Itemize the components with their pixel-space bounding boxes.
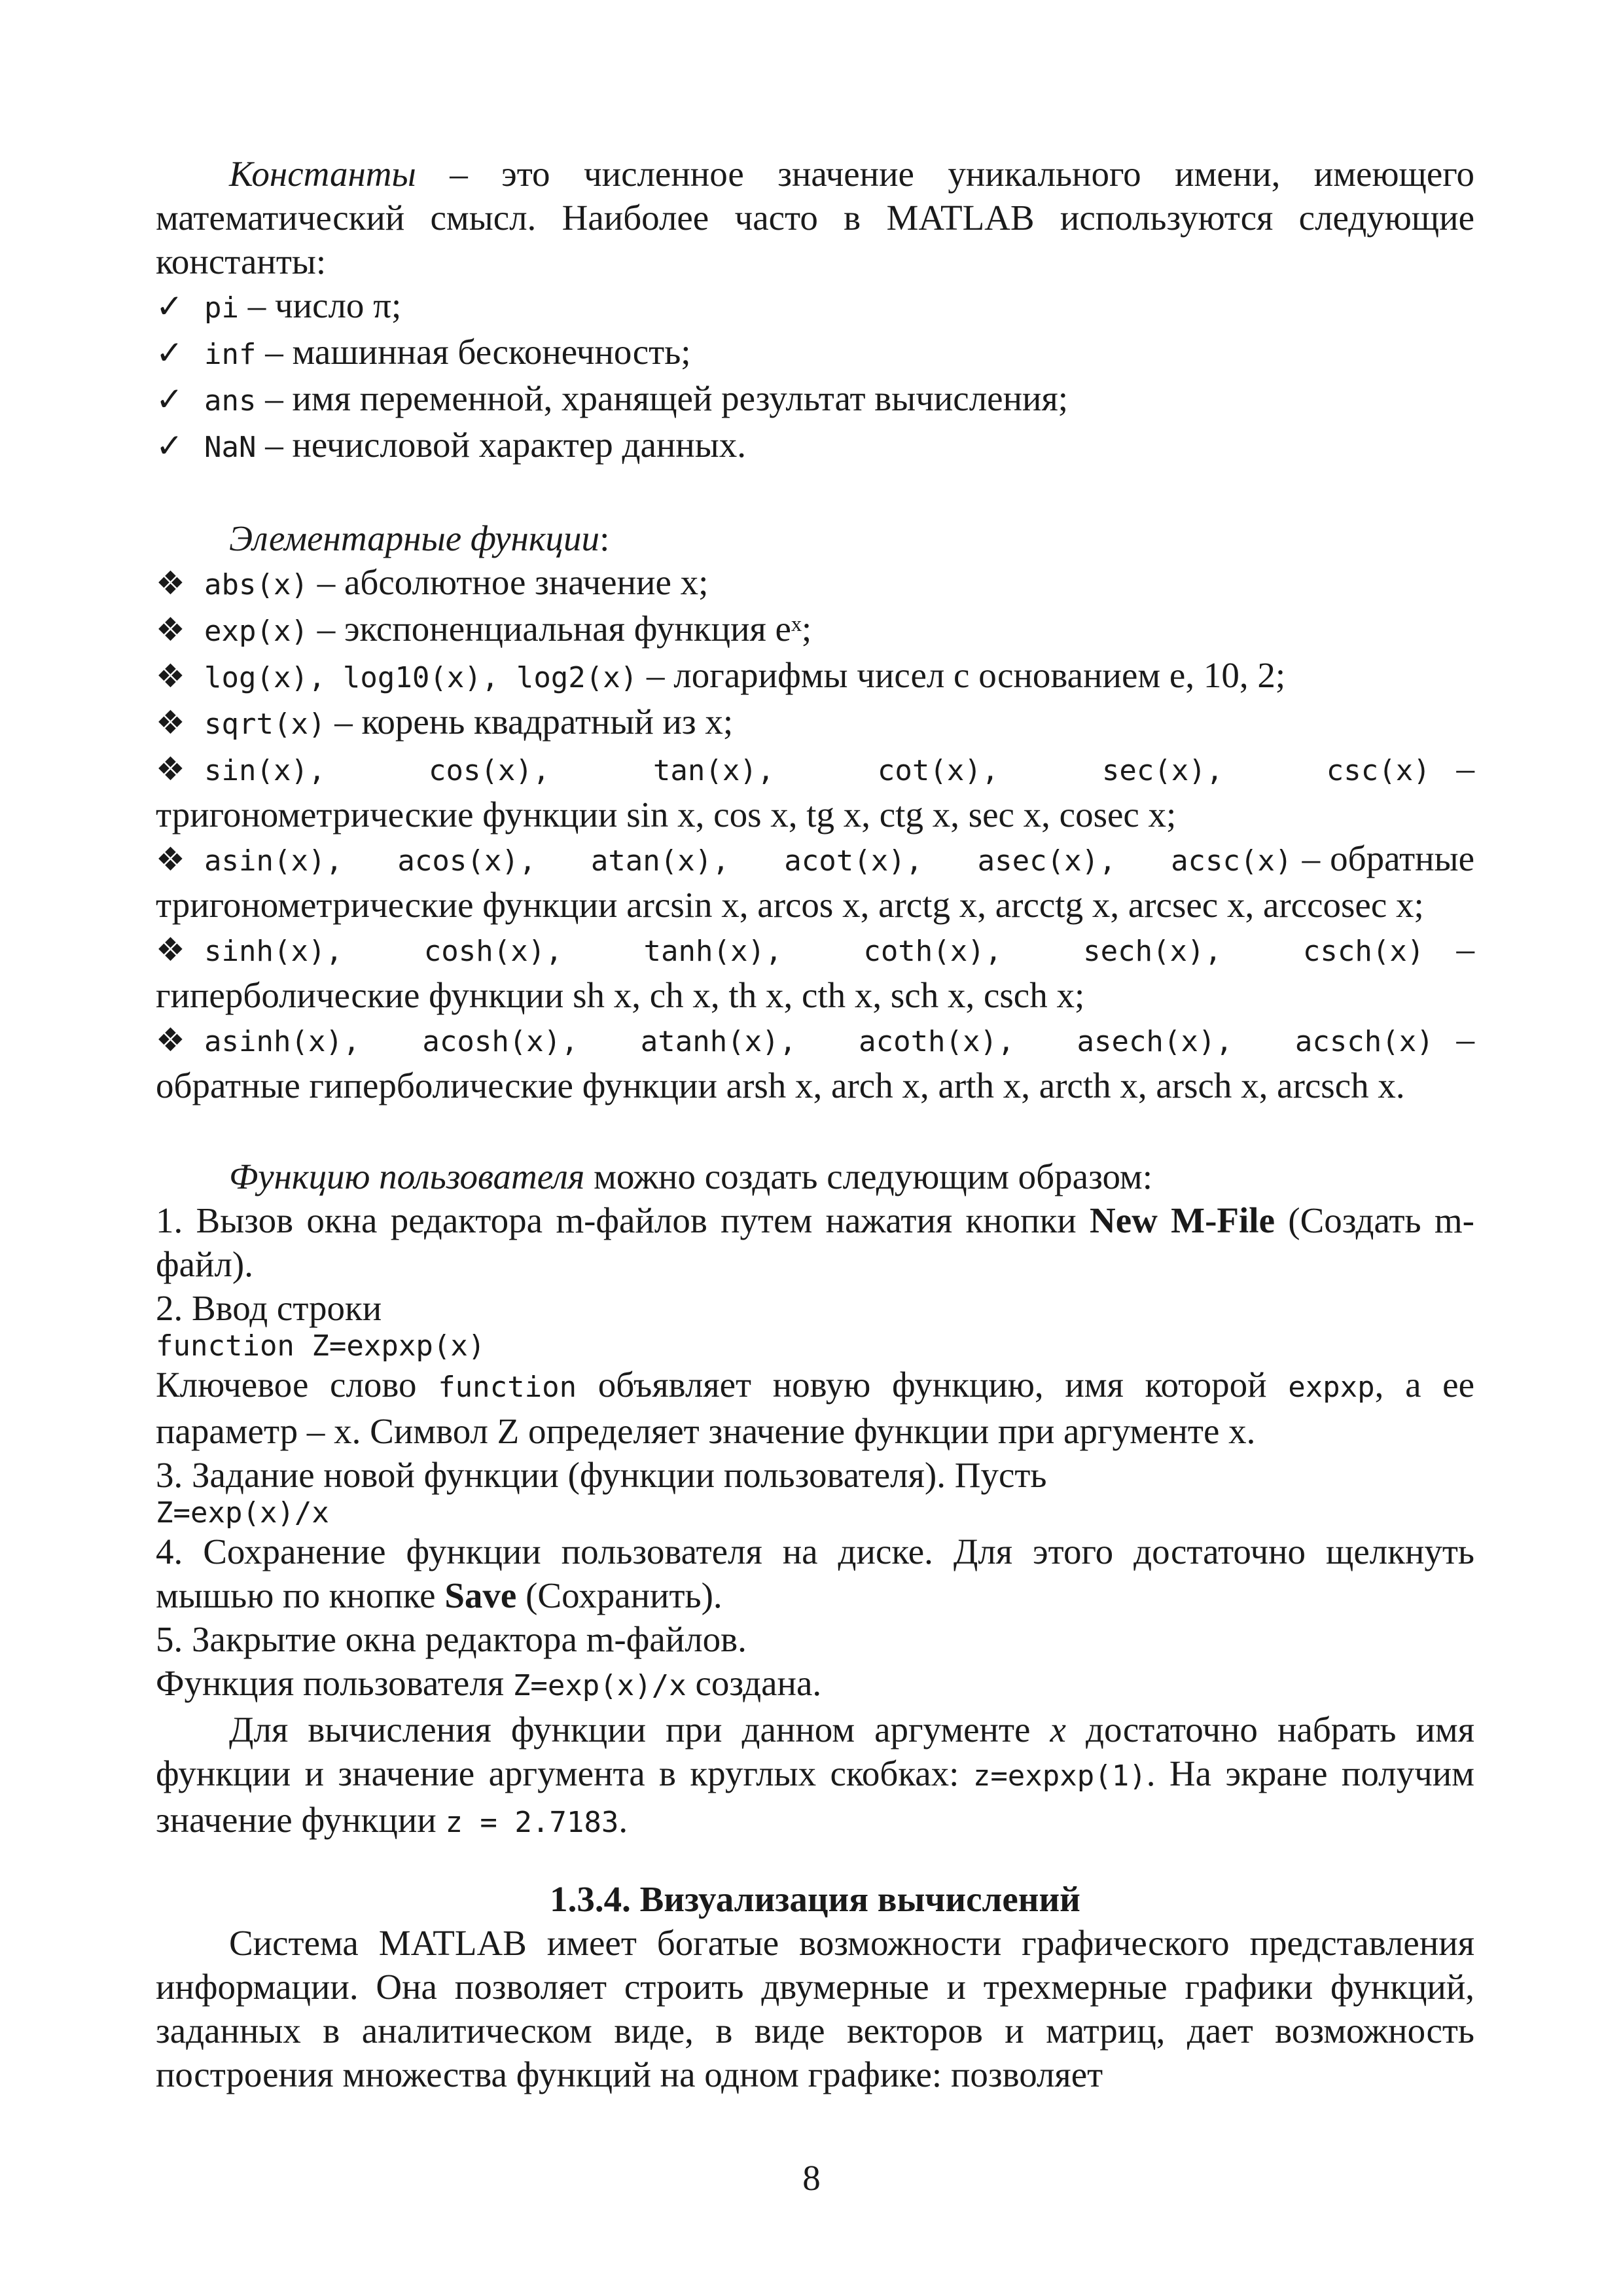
elementary-list: [156, 560, 1474, 1107]
created-text: создана.: [686, 1663, 822, 1703]
item-text: – гиперболические функции sh x, ch x, th x, cth x, sch x, csch x;: [156, 929, 1474, 1015]
section-body: Система MATLAB имеет богатые возможности графического представления информации. Она позволяет строить двумерные и трехмерные графики функций, заданных в аналитическом виде, в виде векторов и матриц, дает возможность построения множества функций на одном графике: позволяет: [156, 1923, 1474, 2094]
diamond-bullet-icon: ❖: [156, 611, 185, 649]
list-item: [156, 607, 1474, 653]
code-term: abs(x): [204, 568, 308, 601]
item-text: – экспоненциальная функция eˣ;: [308, 609, 812, 649]
section-title: 1.3.4. Визуализация вычислений: [550, 1879, 1080, 1919]
item-text: – нечисловой характер данных.: [256, 425, 746, 465]
step-text: 4. Сохранение функции пользователя на диске. Для этого достаточно щелкнуть мышью по кнопке: [156, 1532, 1474, 1615]
code-term: exp(x): [204, 615, 308, 648]
code-line: Z=exp(x)/x: [156, 1496, 329, 1530]
calc-text: .: [618, 1800, 628, 1840]
code-term: NaN: [204, 431, 257, 464]
check-icon: ✓: [156, 427, 183, 465]
list-item: [156, 927, 1474, 1017]
diamond-bullet-icon: ❖: [156, 750, 185, 788]
save-label: Save: [444, 1575, 517, 1615]
code-term: sqrt(x): [204, 708, 326, 741]
code-term: sinh(x), cosh(x), tanh(x), coth(x), sech(x), csch(x): [204, 935, 1425, 968]
new-mfile-label: New M-File: [1090, 1200, 1275, 1240]
list-item: [156, 653, 1474, 700]
list-item: [156, 376, 1474, 423]
code-term: log(x), log10(x), log2(x): [204, 661, 638, 694]
code-term: asinh(x), acosh(x), atanh(x), acoth(x), asech(x), acsch(x): [204, 1025, 1434, 1058]
code-term: z = 2.7183: [445, 1806, 619, 1839]
list-item: [156, 1017, 1474, 1107]
step-text: 1. Вызов окна редактора m-файлов путем нажатия кнопки: [156, 1200, 1090, 1240]
list-item: [156, 283, 1474, 330]
created-text: Функция пользователя: [156, 1663, 513, 1703]
step-text: (Сохранить).: [516, 1575, 722, 1615]
list-item: [156, 700, 1474, 746]
user-function-intro: [156, 1155, 1474, 1198]
page-number: 8: [802, 2158, 821, 2198]
calc-text: . На экране получим значение функции: [156, 1753, 1474, 1840]
constants-list: [156, 283, 1474, 469]
list-item: [156, 836, 1474, 927]
calc-paragraph: [156, 1708, 1474, 1844]
user-function-term: Функцию пользователя: [229, 1157, 585, 1196]
item-text: – обратные тригонометрические функции arcsin x, arcos x, arctg x, arcctg x, arcsec x, arccosec x;: [156, 838, 1474, 925]
list-item: [156, 423, 1474, 469]
diamond-bullet-icon: ❖: [156, 704, 185, 742]
check-icon: ✓: [156, 334, 183, 372]
calc-text: достаточно набрать имя функции и значение аргумента в круглых скобках:: [156, 1710, 1474, 1793]
item-text: – обратные гиперболические функции arsh x, arch x, arth x, arcth x, arsch x, arcsch x.: [156, 1019, 1475, 1105]
item-text: – абсолютное значение x;: [308, 562, 709, 602]
code-line: function Z=expxp(x): [156, 1329, 486, 1363]
diamond-bullet-icon: ❖: [156, 931, 185, 969]
step-1: [156, 1198, 1474, 1286]
code-term: asin(x), acos(x), atan(x), acot(x), asec(x), acsc(x): [204, 844, 1293, 878]
explanation-text: Ключевое слово: [156, 1365, 438, 1405]
diamond-bullet-icon: ❖: [156, 1021, 185, 1059]
page-content: [156, 152, 1474, 2096]
list-item: [156, 746, 1474, 836]
code-term: ans: [204, 384, 257, 418]
keyword-explanation: [156, 1363, 1474, 1453]
item-text: – машинная бесконечность;: [256, 332, 691, 372]
code-term: sin(x), cos(x), tan(x), cot(x), sec(x), csc(x): [204, 754, 1431, 787]
calc-text: Для вычисления функции при данном аргументе: [229, 1710, 1050, 1749]
elementary-heading: [156, 516, 1474, 560]
item-text: – тригонометрические функции sin x, cos x, tg x, ctg x, sec x, cosec x;: [156, 748, 1475, 834]
check-icon: ✓: [156, 380, 183, 418]
diamond-bullet-icon: ❖: [156, 564, 185, 602]
item-text: – число π;: [238, 285, 402, 325]
step-4: [156, 1530, 1474, 1617]
step-text: (Создать m-файл).: [156, 1200, 1474, 1284]
code-term: inf: [204, 338, 257, 371]
list-item: [156, 560, 1474, 607]
step-3: 3. Задание новой функции (функции пользователя). Пусть: [156, 1455, 1047, 1495]
diamond-bullet-icon: ❖: [156, 657, 185, 695]
diamond-bullet-icon: ❖: [156, 840, 185, 878]
item-text: – имя переменной, хранящей результат вычисления;: [256, 378, 1069, 418]
code-term: z=expxp(1): [972, 1759, 1147, 1793]
code-term: pi: [204, 291, 239, 325]
elementary-heading-text: Элементарные функции: [229, 518, 600, 558]
user-function-section: [156, 1155, 1474, 1844]
code-term: expxp: [1288, 1371, 1375, 1404]
explanation-text: объявляет новую функцию, имя которой: [577, 1365, 1289, 1405]
code-term: Z=exp(x)/x: [512, 1669, 687, 1702]
calc-var: x: [1050, 1710, 1066, 1749]
step-2: 2. Ввод строки: [156, 1288, 382, 1328]
elementary-heading-colon: :: [599, 518, 610, 558]
check-icon: ✓: [156, 287, 183, 325]
constants-intro-text: – это численное значение уникального имени, имеющего математический смысл. Наиболее часто в MATLAB используются следующие константы:: [156, 154, 1474, 281]
explanation-text: , а ее параметр – x. Символ Z определяет значение функции при аргументе x.: [156, 1365, 1474, 1451]
constants-term: Константы: [229, 154, 416, 194]
list-item: [156, 330, 1474, 376]
function-created: [156, 1661, 1474, 1708]
code-term: function: [438, 1371, 577, 1404]
constants-intro: [156, 152, 1474, 283]
item-text: – корень квадратный из x;: [325, 702, 734, 742]
user-function-intro-text: можно создать следующим образом:: [584, 1157, 1153, 1196]
item-text: – логарифмы чисел с основанием e, 10, 2;: [637, 655, 1286, 695]
step-5: 5. Закрытие окна редактора m-файлов.: [156, 1619, 747, 1659]
